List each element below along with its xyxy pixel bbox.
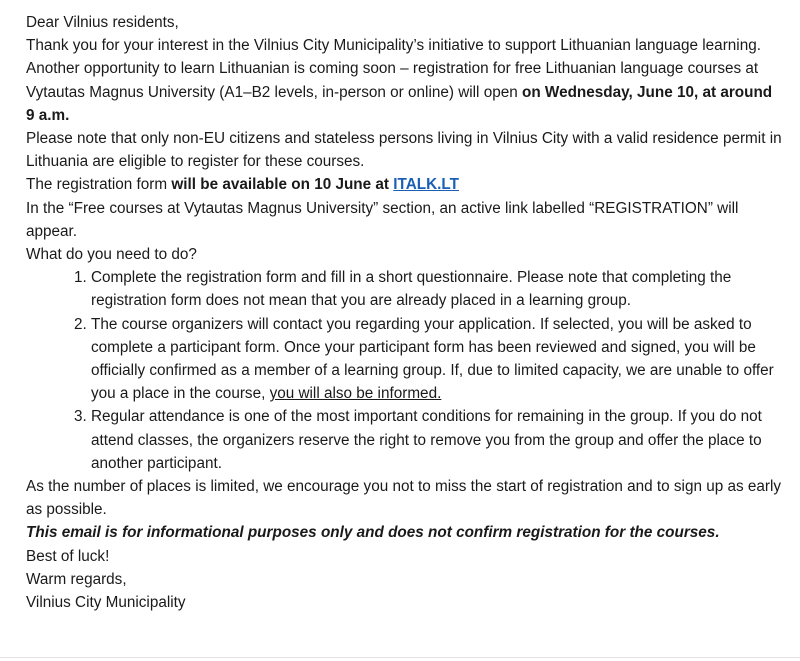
step-item-1: 1. Complete the registration form and fill in a short questionnaire. Please note that completing the registration form does not mean that you are already placed in a learning group. bbox=[91, 266, 784, 312]
eligibility-paragraph: Please note that only non-EU citizens and stateless persons living in Vilnius City with a valid residence permit in Lithuania are eligible to register for these courses. bbox=[26, 130, 782, 171]
form-text: The registration form bbox=[26, 176, 172, 194]
email-body bbox=[26, 11, 784, 614]
best-of-luck: Best of luck! bbox=[26, 547, 110, 565]
opportunity-paragraph bbox=[26, 57, 784, 127]
opening-date: on Wednesday, June 10, at around 9 a.m. bbox=[26, 83, 773, 124]
warm-regards: Warm regards, bbox=[26, 570, 127, 588]
registration-form-paragraph bbox=[26, 173, 784, 196]
opportunity-text: Another opportunity to learn Lithuanian is coming soon – registration for free Lithuanian language courses at Vytautas Magnus University (A1–B2 levels, in-person or online) will open bbox=[26, 60, 759, 101]
step-item-2 bbox=[91, 313, 784, 406]
disclaimer-text: This email is for informational purposes only and does not confirm registration for the courses. bbox=[26, 524, 720, 542]
question-heading: What do you need to do? bbox=[26, 246, 197, 264]
disclaimer-paragraph bbox=[26, 521, 784, 544]
step-2-underlined: you will also be informed. bbox=[269, 385, 442, 403]
step-2-text: The course organizers will contact you regarding your application. If selected, you will be asked to complete a participant form. Once your participant form has been reviewed and signed, you will be officially confirmed as a member of a learning group. If, due to limited capacity, we are unable to offer you a place in the course, bbox=[91, 315, 774, 403]
places-note-paragraph: As the number of places is limited, we encourage you not to miss the start of registration and to sign up as early as possible. bbox=[26, 478, 782, 519]
form-availability: will be available on 10 June at bbox=[171, 176, 394, 194]
greeting: Dear Vilnius residents, bbox=[26, 14, 179, 31]
bottom-divider bbox=[0, 657, 800, 658]
thanks-paragraph: Thank you for your interest in the Vilnius City Municipality’s initiative to support Lithuanian language learning. bbox=[26, 37, 761, 55]
signature: Vilnius City Municipality bbox=[26, 594, 186, 612]
step-item-3: 3. Regular attendance is one of the most important conditions for remaining in the group. If you do not attend classes, the organizers reserve the right to remove you from the group and offer the place to another participant. bbox=[91, 405, 784, 475]
section-note-paragraph: In the “Free courses at Vytautas Magnus University” section, an active link labelled “REGISTRATION” will appear. bbox=[26, 199, 739, 240]
steps-list bbox=[26, 266, 784, 475]
italk-link[interactable]: ITALK.LT bbox=[393, 176, 459, 194]
